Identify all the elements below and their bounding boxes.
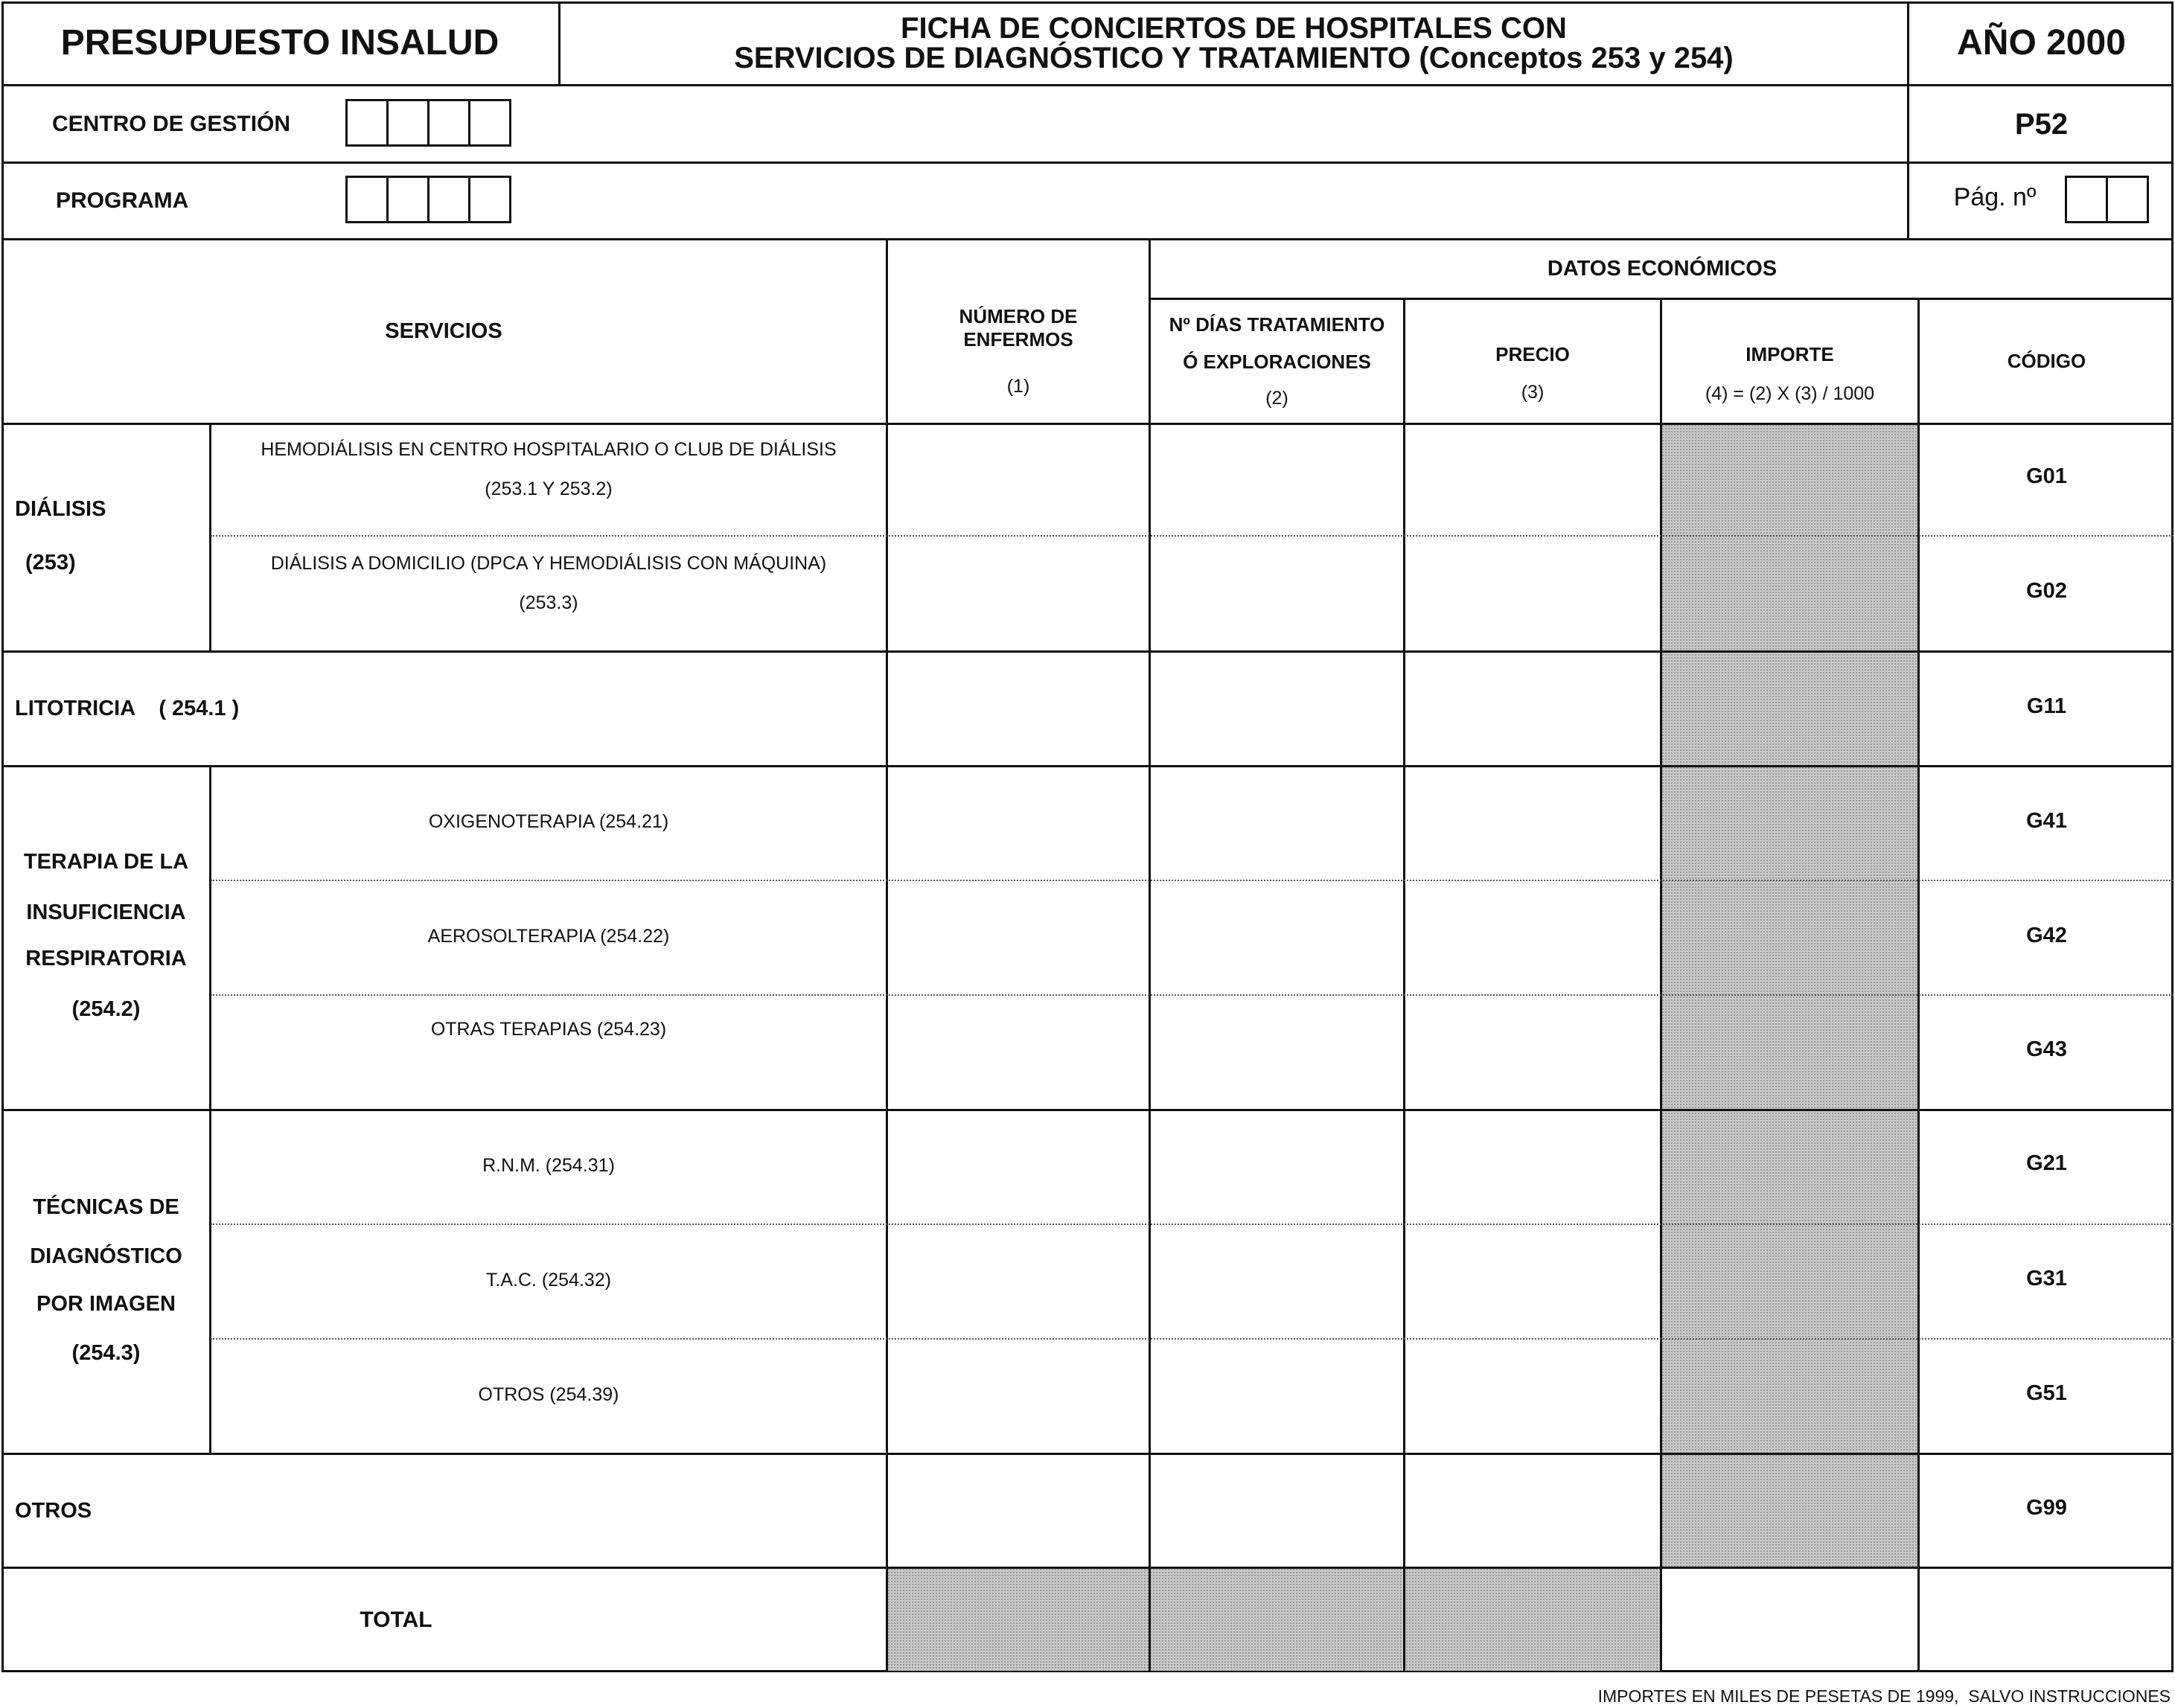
code-g02: G02 xyxy=(2026,579,2067,603)
programa-digit-box[interactable] xyxy=(427,176,470,223)
service-row-litotricia: LITOTRICIA ( 254.1 ) xyxy=(15,697,240,721)
centro-digit-box[interactable] xyxy=(386,99,429,147)
col-enfermos-number: (1) xyxy=(1006,376,1030,397)
centro-gestion-input[interactable] xyxy=(345,99,511,147)
centro-digit-box[interactable] xyxy=(427,99,470,147)
col-header-dias xyxy=(1151,300,1403,423)
group-tecnicas xyxy=(4,1185,208,1386)
datos-economicos-header: DATOS ECONÓMICOS xyxy=(1547,257,1778,281)
code-g99: G99 xyxy=(2026,1496,2067,1520)
col-header-enfermos xyxy=(888,298,1149,423)
group-terapia-line2: INSUFICIENCIA xyxy=(26,901,186,924)
col-importe-formula: (4) = (2) X (3) / 1000 xyxy=(1705,383,1875,404)
programa-input[interactable] xyxy=(345,176,511,223)
service-row-aerosolterapia: AEROSOLTERAPIA (254.22) xyxy=(427,926,670,947)
footer-note: IMPORTES EN MILES DE PESETAS DE 1999, SALVO INSTRUCCIONES xyxy=(1597,1686,2171,1706)
service-row-otros-imagen: OTROS (254.39) xyxy=(478,1384,619,1405)
service-dialisis-domicilio-line2: (253.3) xyxy=(519,592,578,613)
centro-digit-box[interactable] xyxy=(468,99,511,147)
col-dias-line2: Ó EXPLORACIONES xyxy=(1183,351,1371,373)
service-row-tac: T.A.C. (254.32) xyxy=(485,1270,612,1290)
centro-gestion-label: CENTRO DE GESTIÓN xyxy=(52,111,291,136)
form-title-line2: SERVICIOS DE DIAGNÓSTICO Y TRATAMIENTO (Conceptos 253 y 254) xyxy=(734,41,1734,74)
service-row-dialisis-domicilio xyxy=(211,537,886,650)
form-code: P52 xyxy=(2014,107,2069,141)
service-hemodialisis-line2: (253.1 Y 253.2) xyxy=(485,479,613,499)
code-g21: G21 xyxy=(2026,1151,2067,1175)
service-row-otros: OTROS xyxy=(15,1498,92,1523)
group-tecnicas-line2: DIAGNÓSTICO xyxy=(30,1244,182,1268)
code-g41: G41 xyxy=(2026,809,2067,833)
group-dialisis xyxy=(15,491,201,588)
programa-digit-box[interactable] xyxy=(386,176,429,223)
col-precio-label: PRECIO xyxy=(1495,343,1570,365)
programa-label: PROGRAMA xyxy=(56,188,189,213)
year-label: AÑO 2000 xyxy=(1957,22,2126,63)
programa-digit-box[interactable] xyxy=(345,176,389,223)
code-g42: G42 xyxy=(2026,924,2067,947)
col-dias-number: (2) xyxy=(1265,388,1288,409)
code-g43: G43 xyxy=(2026,1037,2067,1061)
centro-digit-box[interactable] xyxy=(345,99,389,147)
group-terapia xyxy=(4,841,208,1042)
col-header-servicios: SERVICIOS xyxy=(385,319,502,344)
page-digit-box[interactable] xyxy=(2106,176,2149,223)
page-digit-box[interactable] xyxy=(2065,176,2108,223)
group-terapia-line3: RESPIRATORIA xyxy=(25,947,187,970)
group-dialisis-code: (253) xyxy=(25,551,76,575)
col-enfermos-line2: ENFERMOS xyxy=(963,328,1073,351)
col-header-codigo: CÓDIGO xyxy=(2007,349,2086,372)
form-title xyxy=(560,1,1907,84)
service-row-oxigenoterapia: OXIGENOTERAPIA (254.21) xyxy=(428,811,669,832)
code-g11: G11 xyxy=(2026,694,2067,718)
programa-digit-box[interactable] xyxy=(468,176,511,223)
page-number-label: Pág. nº xyxy=(1953,182,2037,211)
code-g31: G31 xyxy=(2026,1267,2067,1290)
col-dias-line1: Nº DÍAS TRATAMIENTO xyxy=(1169,313,1385,336)
group-terapia-line1: TERAPIA DE LA xyxy=(23,850,189,874)
service-row-hemodialisis xyxy=(211,424,886,535)
group-dialisis-name: DIÁLISIS xyxy=(15,497,106,521)
total-shaded-cells xyxy=(887,1568,1661,1671)
group-tecnicas-line1: TÉCNICAS DE xyxy=(33,1195,179,1219)
col-header-importe xyxy=(1662,300,1917,423)
budget-title: PRESUPUESTO INSALUD xyxy=(60,22,499,63)
group-tecnicas-line3: POR IMAGEN xyxy=(36,1292,176,1316)
group-terapia-code: (254.2) xyxy=(71,997,141,1021)
code-g51: G51 xyxy=(2026,1381,2067,1405)
page-number-input[interactable] xyxy=(2065,176,2149,223)
col-header-precio xyxy=(1405,300,1660,423)
col-enfermos-line1: NÚMERO DE xyxy=(959,305,1078,327)
code-g01: G01 xyxy=(2026,464,2067,488)
group-tecnicas-code: (254.3) xyxy=(71,1341,141,1365)
service-row-rnm: R.N.M. (254.31) xyxy=(482,1155,615,1176)
col-precio-number: (3) xyxy=(1521,382,1545,403)
service-hemodialisis-line1: HEMODIÁLISIS EN CENTRO HOSPITALARIO O CLUB DE DIÁLISIS xyxy=(261,439,837,460)
col-importe-label: IMPORTE xyxy=(1746,343,1834,365)
total-label: TOTAL xyxy=(360,1607,432,1632)
service-row-otras-terapias: OTRAS TERAPIAS (254.23) xyxy=(430,1019,667,1040)
form-title-line1: FICHA DE CONCIERTOS DE HOSPITALES CON xyxy=(901,11,1567,45)
service-dialisis-domicilio-line1: DIÁLISIS A DOMICILIO (DPCA Y HEMODIÁLISIS CON MÁQUINA) xyxy=(270,553,827,574)
